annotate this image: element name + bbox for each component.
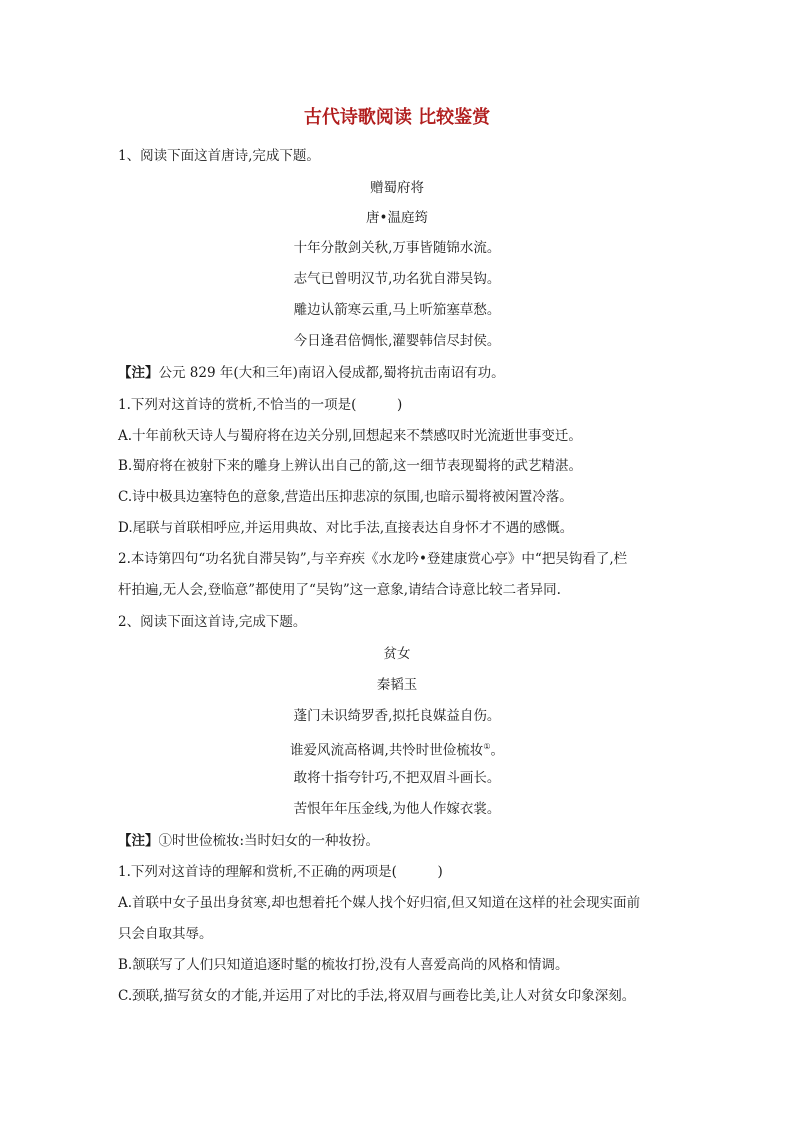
option-c: C.诗中极具边塞特色的意象,营造出压抑悲凉的氛围,也暗示蜀将被闲置冷落。 <box>118 489 573 505</box>
note-label: 【注】 <box>118 365 159 381</box>
poem2-line: 蓬门未识绮罗香,拟托良媒益自伤。 <box>293 708 501 724</box>
poem2-author: 秦韬玉 <box>376 677 418 693</box>
question2-line: 2.本诗第四句“功名犹自滞吴钩”,与辛弃疾《水龙吟•登建康赏心亭》中“把吴钩看了,栏 <box>118 551 628 567</box>
poem1-author: 唐•温庭筠 <box>366 210 428 226</box>
question1: 1.下列对这首诗的理解和赏析,不正确的两项是( ) <box>118 864 443 880</box>
note-label: 【注】 <box>118 833 159 849</box>
poem1-line: 十年分散剑关秋,万事皆随锦水流。 <box>293 240 501 256</box>
section1-intro: 1、阅读下面这首唐诗,完成下题。 <box>118 148 320 164</box>
option-a-line: 只会自取其辱。 <box>118 926 213 942</box>
poem1-line: 志气已曾明汉节,功名犹自滞吴钩。 <box>293 271 501 287</box>
question1: 1.下列对这首诗的赏析,不恰当的一项是( ) <box>118 397 403 413</box>
note-text: 公元 829 年(大和三年)南诏入侵成都,蜀将抗击南诏有功。 <box>158 365 505 381</box>
section2-intro: 2、阅读下面这首诗,完成下题。 <box>118 614 307 630</box>
option-b: B.颔联写了人们只知道追逐时髦的梳妆打扮,没有人喜爱高尚的风格和情调。 <box>118 957 569 973</box>
poem2-line-text: 谁爱风流高格调,共怜时世俭梳妆 <box>290 742 484 759</box>
option-a: A.十年前秋天诗人与蜀府将在边关分别,回想起来不禁感叹时光流逝世事变迁。 <box>118 428 582 444</box>
section2-note <box>118 831 678 851</box>
option-d: D.尾联与首联相呼应,并运用典故、对比手法,直接表达自身怀才不遇的感慨。 <box>118 520 574 536</box>
poem2-line: 苦恨年年压金线,为他人作嫁衣裳。 <box>293 801 501 817</box>
option-b: B.蜀府将在被射下来的雕身上辨认出自己的箭,这一细节表现蜀将的武艺精湛。 <box>118 458 583 474</box>
poem2-line-punct: 。 <box>490 742 504 759</box>
question2-line: 杆拍遍,无人会,登临意”都使用了“吴钩”这一意象,请结合诗意比较二者异同. <box>118 582 561 598</box>
page-title: 古代诗歌阅读 比较鉴赏 <box>303 107 491 128</box>
note-text: ①时世俭梳妆:当时妇女的一种妆扮。 <box>158 833 380 849</box>
option-a-line: A.首联中女子虽出身贫寒,却也想着托个媒人找个好归宿,但又知道在这样的社会现实面前 <box>118 895 641 911</box>
poem2-line <box>0 737 794 761</box>
poem2-title: 贫女 <box>383 646 411 662</box>
poem1-title: 赠蜀府将 <box>370 180 424 196</box>
option-c: C.颈联,描写贫女的才能,并运用了对比的手法,将双眉与画卷比美,让人对贫女印象深刻。 <box>118 988 636 1004</box>
section1-note <box>118 363 678 383</box>
poem2-line: 敢将十指夸针巧,不把双眉斗画长。 <box>293 770 501 786</box>
poem1-line: 雕边认箭寒云重,马上听笳塞草愁。 <box>293 302 501 318</box>
footnote-marker: ① <box>483 742 491 751</box>
poem1-line: 今日逢君倍惆怅,灌婴韩信尽封侯。 <box>293 333 501 349</box>
